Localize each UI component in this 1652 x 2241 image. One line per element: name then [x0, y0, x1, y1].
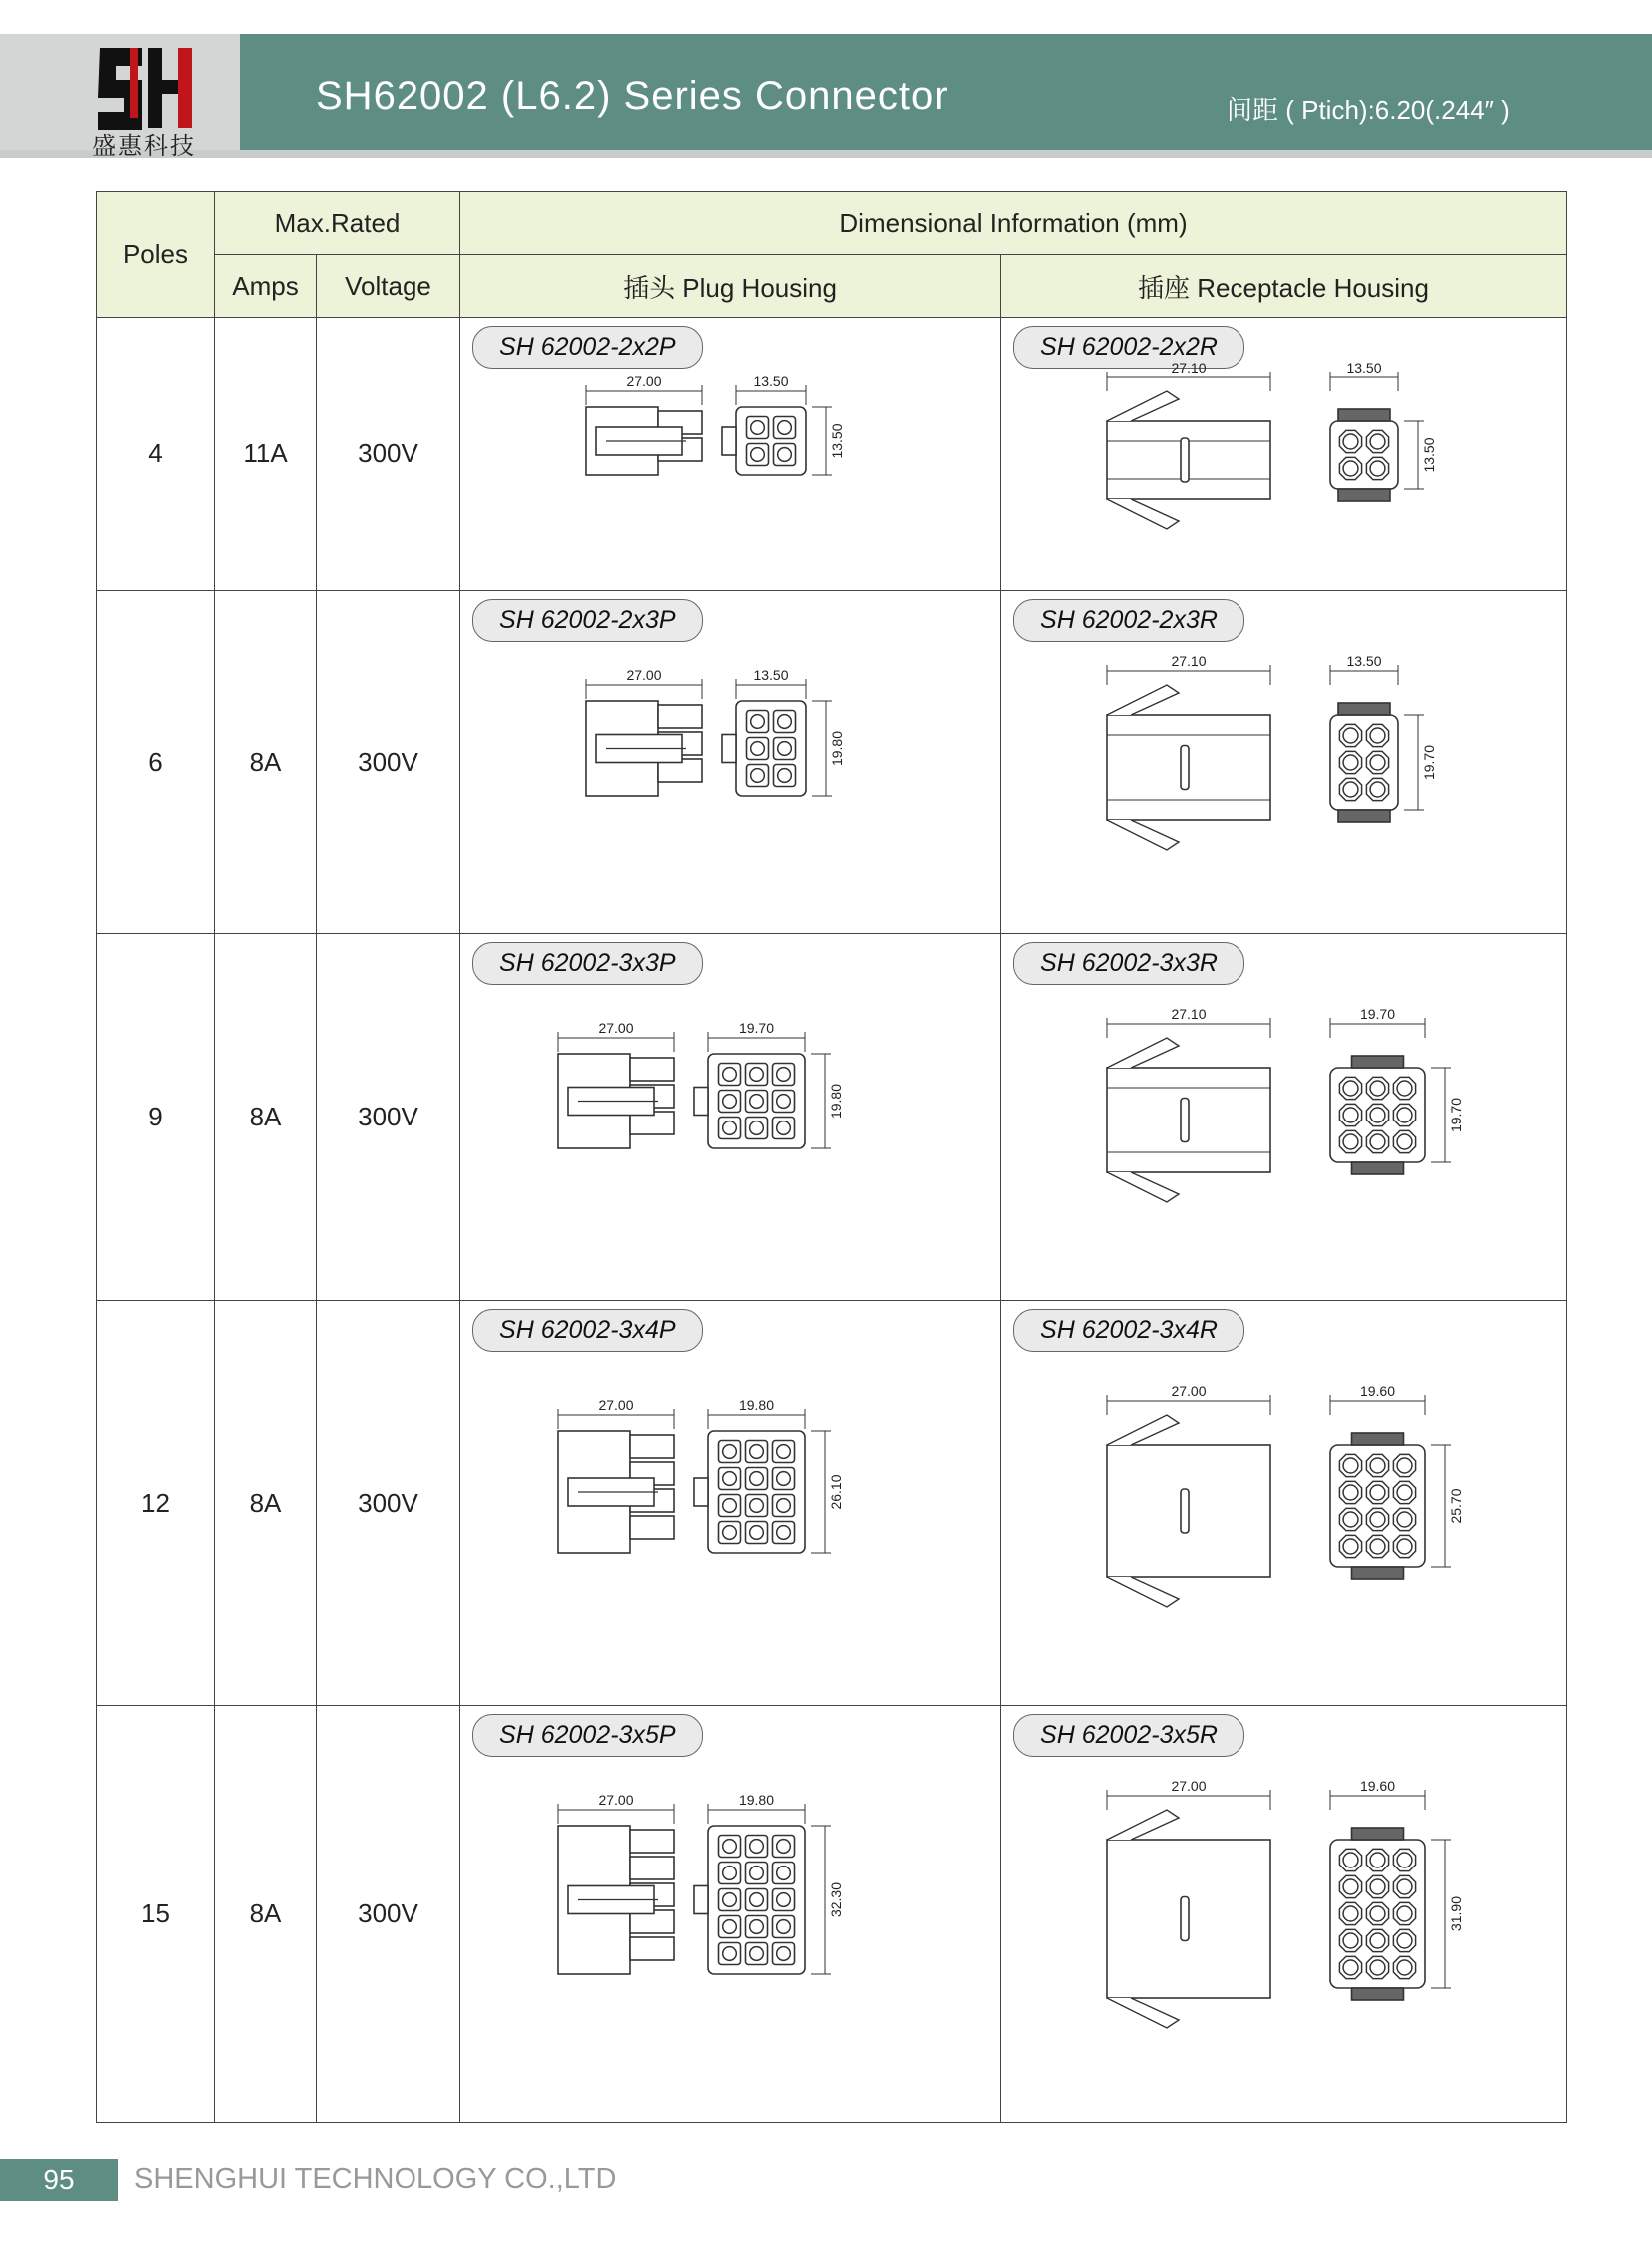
header-receptacle-housing: 插座 Receptacle Housing	[1001, 255, 1567, 318]
poles-cell: 12	[97, 1301, 215, 1706]
cavity-outline	[719, 1495, 741, 1517]
cavity-outline	[719, 1091, 741, 1113]
receptacle-latch-top	[1107, 1415, 1179, 1445]
cavity-outline	[773, 1441, 795, 1463]
spec-table	[96, 191, 1567, 2123]
dimension-label: 27.10	[1171, 360, 1207, 375]
dimension-label: 13.50	[1346, 360, 1382, 375]
receptacle-window	[1181, 1897, 1189, 1941]
receptacle-window	[1181, 746, 1189, 790]
cavity-outline	[719, 1889, 741, 1911]
dimension-label: 19.80	[828, 1083, 845, 1120]
table-row	[97, 934, 1567, 1301]
receptacle-drawing-cell	[1001, 934, 1567, 1301]
dimension-label: 32.30	[828, 1881, 845, 1918]
dimension-label: 27.00	[598, 1020, 634, 1036]
dimension-label: 26.10	[828, 1474, 845, 1510]
receptacle-drawing-cell	[1001, 1301, 1567, 1706]
cavity-outline	[746, 1916, 768, 1938]
cavity-outline	[719, 1118, 741, 1139]
receptacle-drawing-cell	[1001, 318, 1567, 591]
receptacle-window	[1181, 1099, 1189, 1142]
cavity-outline	[747, 711, 769, 733]
plug-latch-tab	[694, 1478, 708, 1506]
plug-part-number: SH 62002-2x2P	[472, 326, 703, 369]
dimension-label: 25.70	[1448, 1488, 1465, 1524]
cavity-outline	[746, 1118, 768, 1139]
plug-latch-tab	[694, 1886, 708, 1914]
plug-pin-housing	[630, 1435, 674, 1458]
cavity-outline	[746, 1064, 768, 1086]
cavity-outline	[774, 417, 796, 439]
voltage-cell: 300V	[317, 1301, 460, 1706]
cavity-outline	[773, 1916, 795, 1938]
plug-drawing	[460, 1706, 1001, 2123]
receptacle-drawing	[1001, 318, 1567, 591]
amps-cell: 8A	[215, 1301, 317, 1706]
receptacle-bottom-lug	[1338, 810, 1390, 822]
receptacle-face-outline	[1330, 421, 1398, 489]
plug-drawing-cell	[460, 1301, 1001, 1706]
receptacle-drawing	[1001, 934, 1567, 1301]
receptacle-latch-top	[1107, 391, 1179, 421]
plug-drawing-cell	[460, 1706, 1001, 2123]
pitch-info: 间距 ( Ptich):6.20(.244″ )	[1227, 95, 1510, 125]
plug-latch-tab	[694, 1088, 708, 1116]
cavity-outline	[719, 1916, 741, 1938]
cavity-outline	[746, 1495, 768, 1517]
voltage-cell: 300V	[317, 1706, 460, 2123]
plug-part-number: SH 62002-3x4P	[472, 1309, 703, 1352]
receptacle-part-number: SH 62002-3x5R	[1013, 1714, 1244, 1757]
receptacle-window	[1181, 438, 1189, 482]
cavity-outline	[774, 444, 796, 466]
dimension-label: 13.50	[1421, 437, 1438, 473]
cavity-outline	[747, 765, 769, 787]
poles-cell: 9	[97, 934, 215, 1301]
cavity-outline	[719, 1064, 741, 1086]
dimension-label: 27.10	[1171, 653, 1207, 669]
amps-cell: 8A	[215, 934, 317, 1301]
cavity-outline	[719, 1441, 741, 1463]
receptacle-window	[1181, 1489, 1189, 1533]
receptacle-top-lug	[1338, 409, 1390, 421]
receptacle-latch-top	[1107, 1038, 1179, 1068]
dimension-label: 19.60	[1359, 1383, 1396, 1399]
receptacle-part-number: SH 62002-2x2R	[1013, 326, 1244, 369]
dimension-label: 19.60	[1359, 1778, 1396, 1794]
cavity-outline	[747, 738, 769, 760]
amps-cell: 11A	[215, 318, 317, 591]
receptacle-drawing	[1001, 591, 1567, 934]
dimension-label: 27.00	[626, 667, 662, 683]
cavity-outline	[719, 1468, 741, 1490]
dimension-label: 27.00	[598, 1397, 634, 1413]
table-row	[97, 1706, 1567, 2123]
table-row	[97, 591, 1567, 934]
dimension-label: 13.50	[753, 667, 789, 683]
receptacle-bottom-lug	[1352, 1567, 1404, 1579]
dimension-label: 19.80	[738, 1397, 775, 1413]
cavity-outline	[719, 1836, 741, 1858]
cavity-outline	[719, 1863, 741, 1884]
cavity-outline	[773, 1522, 795, 1544]
plug-latch-tab	[722, 735, 736, 763]
table-row	[97, 318, 1567, 591]
dimension-label: 27.00	[626, 374, 662, 389]
logo-text: 盛惠科技	[92, 133, 196, 160]
plug-pin-housing	[658, 705, 702, 728]
header-amps: Amps	[215, 255, 317, 318]
receptacle-drawing-cell	[1001, 1706, 1567, 2123]
cavity-outline	[773, 1468, 795, 1490]
receptacle-bottom-lug	[1338, 489, 1390, 501]
plug-pin-housing	[630, 1516, 674, 1539]
receptacle-latch-bottom	[1107, 499, 1179, 529]
plug-part-number: SH 62002-3x5P	[472, 1714, 703, 1757]
receptacle-top-lug	[1352, 1056, 1404, 1068]
cavity-outline	[773, 1118, 795, 1139]
receptacle-top-lug	[1338, 703, 1390, 715]
receptacle-top-lug	[1352, 1828, 1404, 1840]
receptacle-latch-bottom	[1107, 1998, 1179, 2028]
plug-drawing	[460, 1301, 1001, 1706]
dimension-label: 27.10	[1171, 1006, 1207, 1022]
header-underline	[0, 150, 1652, 158]
dimension-label: 27.00	[598, 1792, 634, 1808]
receptacle-part-number: SH 62002-2x3R	[1013, 599, 1244, 642]
plug-drawing-cell	[460, 591, 1001, 934]
receptacle-part-number: SH 62002-3x3R	[1013, 942, 1244, 985]
amps-cell: 8A	[215, 1706, 317, 2123]
receptacle-drawing-cell	[1001, 591, 1567, 934]
cavity-outline	[774, 711, 796, 733]
plug-pin-housing	[630, 1058, 674, 1081]
plug-latch-tab	[722, 427, 736, 455]
plug-pin-housing	[630, 1830, 674, 1853]
dimension-label: 27.00	[1171, 1778, 1207, 1794]
cavity-outline	[774, 765, 796, 787]
dimension-label: 19.80	[829, 730, 846, 767]
voltage-cell: 300V	[317, 318, 460, 591]
cavity-outline	[746, 1522, 768, 1544]
cavity-outline	[774, 738, 796, 760]
footer-company: SHENGHUI TECHNOLOGY CO.,LTD	[134, 2163, 617, 2195]
header-voltage: Voltage	[317, 255, 460, 318]
cavity-outline	[746, 1468, 768, 1490]
plug-drawing	[460, 934, 1001, 1301]
receptacle-top-lug	[1352, 1433, 1404, 1445]
cavity-outline	[773, 1836, 795, 1858]
cavity-outline	[773, 1091, 795, 1113]
plug-part-number: SH 62002-2x3P	[472, 599, 703, 642]
cavity-outline	[719, 1943, 741, 1965]
dimension-label: 27.00	[1171, 1383, 1207, 1399]
plug-pin-housing	[630, 1937, 674, 1960]
receptacle-bottom-lug	[1352, 1988, 1404, 2000]
dimension-label: 13.50	[1346, 653, 1382, 669]
voltage-cell: 300V	[317, 591, 460, 934]
header-max-rated: Max.Rated	[215, 192, 460, 255]
page-number: 95	[0, 2159, 118, 2201]
dimension-label: 31.90	[1448, 1895, 1465, 1932]
cavity-outline	[773, 1889, 795, 1911]
receptacle-latch-bottom	[1107, 1577, 1179, 1607]
table-row	[97, 1301, 1567, 1706]
amps-cell: 8A	[215, 591, 317, 934]
page-title: SH62002 (L6.2) Series Connector	[316, 74, 949, 118]
header-poles: Poles	[97, 192, 215, 318]
cavity-outline	[773, 1943, 795, 1965]
receptacle-latch-bottom	[1107, 820, 1179, 850]
cavity-outline	[773, 1495, 795, 1517]
cavity-outline	[773, 1863, 795, 1884]
cavity-outline	[746, 1863, 768, 1884]
cavity-outline	[746, 1441, 768, 1463]
cavity-outline	[746, 1943, 768, 1965]
poles-cell: 6	[97, 591, 215, 934]
dimension-label: 19.80	[738, 1792, 775, 1808]
dimension-label: 19.70	[1448, 1097, 1465, 1133]
receptacle-latch-top	[1107, 685, 1179, 715]
plug-pin-housing	[630, 1857, 674, 1879]
header-plug-housing: 插头 Plug Housing	[460, 255, 1001, 318]
cavity-outline	[747, 444, 769, 466]
cavity-outline	[746, 1091, 768, 1113]
receptacle-bottom-lug	[1352, 1162, 1404, 1174]
dimension-label: 19.70	[738, 1020, 775, 1036]
receptacle-part-number: SH 62002-3x4R	[1013, 1309, 1244, 1352]
cavity-outline	[746, 1889, 768, 1911]
plug-drawing	[460, 318, 1001, 591]
cavity-outline	[719, 1522, 741, 1544]
plug-drawing	[460, 591, 1001, 934]
header-dimensional: Dimensional Information (mm)	[460, 192, 1567, 255]
dimension-label: 13.50	[753, 374, 789, 389]
dimension-label: 19.70	[1421, 744, 1438, 781]
plug-part-number: SH 62002-3x3P	[472, 942, 703, 985]
receptacle-latch-top	[1107, 1810, 1179, 1840]
dimension-label: 13.50	[829, 423, 846, 459]
receptacle-drawing	[1001, 1301, 1567, 1706]
poles-cell: 15	[97, 1706, 215, 2123]
cavity-outline	[746, 1836, 768, 1858]
cavity-outline	[747, 417, 769, 439]
dimension-label: 19.70	[1359, 1006, 1396, 1022]
cavity-outline	[773, 1064, 795, 1086]
receptacle-latch-bottom	[1107, 1172, 1179, 1202]
poles-cell: 4	[97, 318, 215, 591]
receptacle-drawing	[1001, 1706, 1567, 2123]
plug-drawing-cell	[460, 934, 1001, 1301]
voltage-cell: 300V	[317, 934, 460, 1301]
plug-drawing-cell	[460, 318, 1001, 591]
